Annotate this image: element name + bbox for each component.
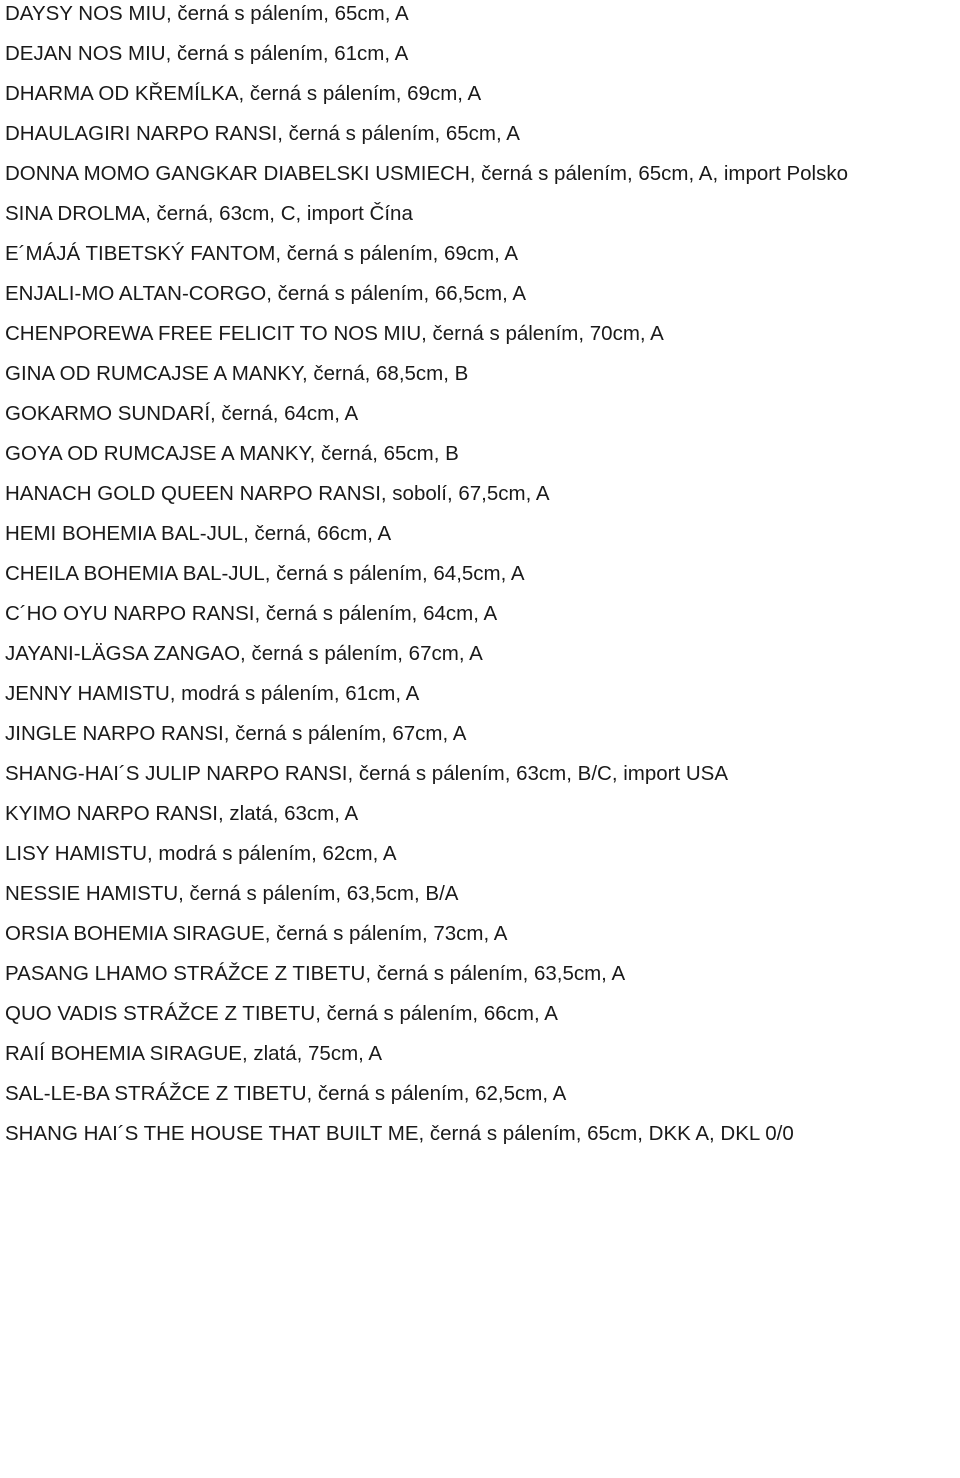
list-item: HANACH GOLD QUEEN NARPO RANSI, sobolí, 67,5cm, A bbox=[5, 482, 550, 505]
list-item: SHANG-HAI´S JULIP NARPO RANSI, černá s pálením, 63cm, B/C, import USA bbox=[5, 762, 729, 785]
list-item: E´MÁJÁ TIBETSKÝ FANTOM, černá s pálením, 69cm, A bbox=[5, 242, 519, 265]
list-item: DHAULAGIRI NARPO RANSI, černá s pálením, 65cm, A bbox=[5, 122, 520, 145]
list-item: DEJAN NOS MIU, černá s pálením, 61cm, A bbox=[5, 42, 409, 65]
list-item: ENJALI-MO ALTAN-CORGO, černá s pálením, 66,5cm, A bbox=[5, 282, 527, 305]
list-item: JAYANI-LÄGSA ZANGAO, černá s pálením, 67cm, A bbox=[5, 642, 483, 665]
list-item: SHANG HAI´S THE HOUSE THAT BUILT ME, černá s pálením, 65cm, DKK A, DKL 0/0 bbox=[5, 1122, 794, 1145]
list-item: ORSIA BOHEMIA SIRAGUE, černá s pálením, 73cm, A bbox=[5, 922, 508, 945]
list-item: GOYA OD RUMCAJSE A MANKY, černá, 65cm, B bbox=[5, 442, 459, 465]
document-page bbox=[5, 0, 957, 1172]
list-item: DONNA MOMO GANGKAR DIABELSKI USMIECH, černá s pálením, 65cm, A, import Polsko bbox=[5, 162, 849, 185]
list-item: PASANG LHAMO STRÁŽCE Z TIBETU, černá s pálením, 63,5cm, A bbox=[5, 962, 626, 985]
list-item: GOKARMO SUNDARÍ, černá, 64cm, A bbox=[5, 402, 359, 425]
list-item: RAIÍ BOHEMIA SIRAGUE, zlatá, 75cm, A bbox=[5, 1042, 383, 1065]
list-item: DHARMA OD KŘEMÍLKA, černá s pálením, 69cm, A bbox=[5, 82, 482, 105]
list-item: DAYSY NOS MIU, černá s pálením, 65cm, A bbox=[5, 2, 409, 25]
list-item: CHENPOREWA FREE FELICIT TO NOS MIU, černá s pálením, 70cm, A bbox=[5, 322, 664, 345]
list-item: HEMI BOHEMIA BAL-JUL, černá, 66cm, A bbox=[5, 522, 392, 545]
list-item: LISY HAMISTU, modrá s pálením, 62cm, A bbox=[5, 842, 397, 865]
list-item: JENNY HAMISTU, modrá s pálením, 61cm, A bbox=[5, 682, 420, 705]
list-item: CHEILA BOHEMIA BAL-JUL, černá s pálením, 64,5cm, A bbox=[5, 562, 525, 585]
list-item: C´HO OYU NARPO RANSI, černá s pálením, 64cm, A bbox=[5, 602, 498, 625]
list-item: KYIMO NARPO RANSI, zlatá, 63cm, A bbox=[5, 802, 359, 825]
list-item: GINA OD RUMCAJSE A MANKY, černá, 68,5cm, B bbox=[5, 362, 469, 385]
list-item: JINGLE NARPO RANSI, černá s pálením, 67cm, A bbox=[5, 722, 467, 745]
list-item: SAL-LE-BA STRÁŽCE Z TIBETU, černá s pálením, 62,5cm, A bbox=[5, 1082, 567, 1105]
list-item: NESSIE HAMISTU, černá s pálením, 63,5cm, B/A bbox=[5, 882, 459, 905]
dog-entry-list bbox=[5, 0, 957, 1160]
list-item: SINA DROLMA, černá, 63cm, C, import Čína bbox=[5, 202, 413, 225]
list-item: QUO VADIS STRÁŽCE Z TIBETU, černá s pálením, 66cm, A bbox=[5, 1002, 558, 1025]
